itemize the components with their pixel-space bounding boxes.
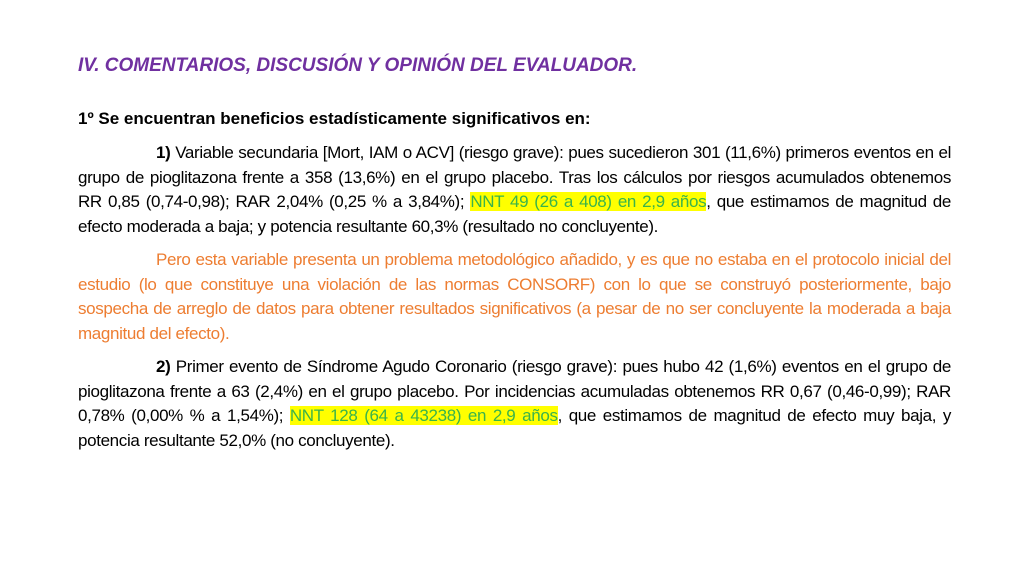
paragraph-1-nnt-highlight: NNT 49 (26 a 408) en 2,9 años	[470, 192, 707, 211]
paragraph-1-number: 1)	[156, 143, 171, 162]
paragraph-2-number: 2)	[156, 357, 171, 376]
paragraph-1-text-a: Variable secundaria [Mort, IAM o ACV] (riesgo grave): pues sucedieron 301 (11,6%) primeros eventos en el grupo de pioglitazona frente a 358 (13,6%) en el grupo placebo. Tras los cálculos por riesgos acumulados obtenemos RR 0,85 (0,74-0,98); RAR 2,04% (0,25 % a 3,84%);	[78, 143, 951, 211]
slide-subtitle: 1º Se encuentran beneficios estadísticamente significativos en:	[78, 109, 591, 128]
paragraph-2-text-a: Primer evento de Síndrome Agudo Coronario (riesgo grave): pues hubo 42 (1,6%) eventos en el grupo de pioglitazona frente a 63 (2,4%) en el grupo placebo. Por incidencias acumuladas obtenemos RR 0,67 (0,46-0,99); RAR 0,78% (0,00% % a 1,54%);	[78, 357, 951, 425]
paragraph-1-text-b: , que estimamos de magnitud de efecto moderada a baja; y potencia resultante 60,3% (resultado no concluyente).	[78, 192, 951, 236]
slide-title: IV. COMENTARIOS, DISCUSIÓN Y OPINIÓN DEL EVALUADOR.	[78, 55, 638, 76]
paragraph-2	[78, 355, 951, 453]
paragraph-2-nnt-highlight: NNT 128 (64 a 43238) en 2,9 años	[289, 406, 558, 425]
slide-body	[78, 141, 951, 462]
paragraph-1	[78, 141, 951, 239]
paragraph-methodology-warning: Pero esta variable presenta un problema metodológico añadido, y es que no estaba en el protocolo inicial del estudio (lo que constituye una violación de las normas CONSORF) con lo que se construyó posteriormente, bajo sospecha de arreglo de datos para obtener resultados significativos (a pesar de no ser concluyente la moderada a baja magnitud del efecto).	[78, 250, 951, 343]
paragraph-2-text-b: , que estimamos de magnitud de efecto muy baja, y potencia resultante 52,0% (no concluyente).	[78, 406, 951, 450]
